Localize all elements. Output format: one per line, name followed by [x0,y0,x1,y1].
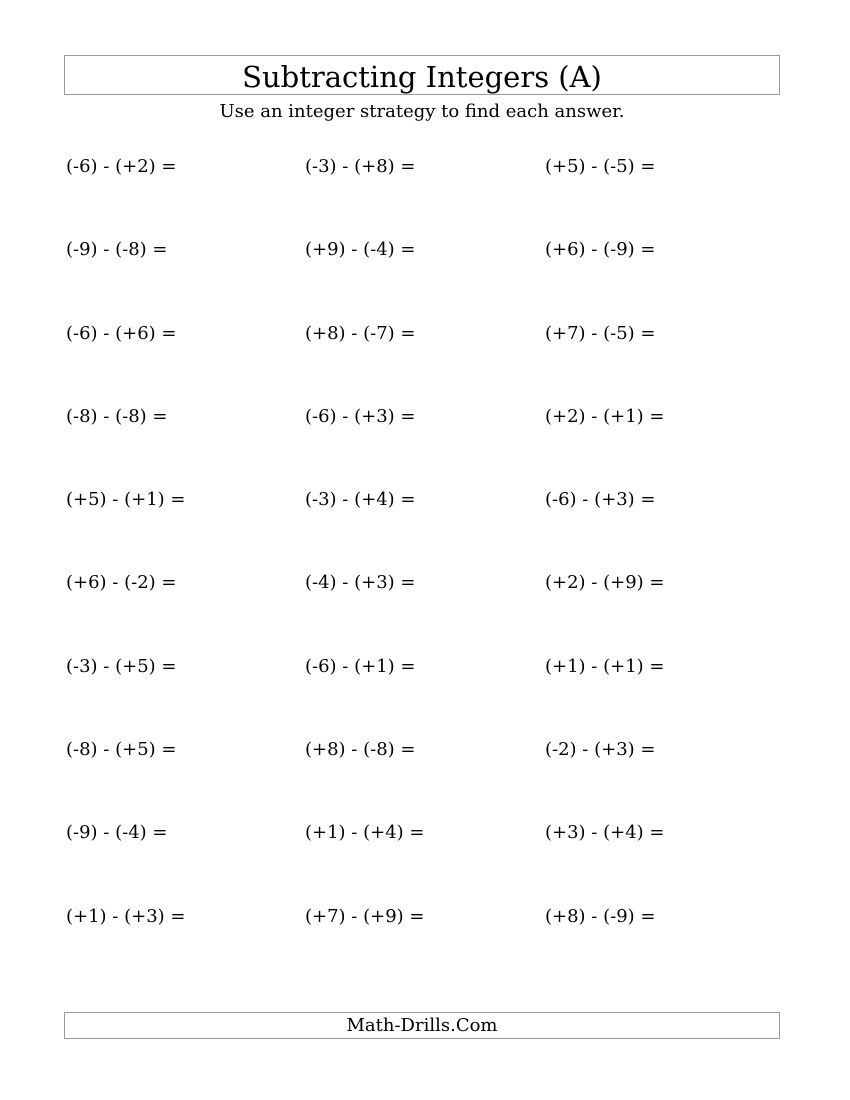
problem-item: (+7) - (-5) = [545,322,656,344]
problem-item: (+1) - (+3) = [66,905,186,927]
problem-item: (-8) - (-8) = [66,405,168,427]
problem-item: (-3) - (+8) = [305,156,416,177]
problem-item: (+8) - (-7) = [305,322,416,344]
problem-item: (+1) - (+4) = [305,822,425,844]
problem-item: (+7) - (+9) = [305,905,425,927]
problem-item: (-6) - (+3) = [545,489,656,511]
problem-item: (-9) - (-4) = [66,822,168,844]
problem-item: (+1) - (+1) = [545,655,665,677]
title-box [64,55,780,95]
problem-item: (+2) - (+9) = [545,572,665,594]
footer-box [64,1012,780,1039]
problem-item: (-9) - (-8) = [66,239,168,261]
problem-item: (+6) - (-9) = [545,239,656,261]
problem-item: (-6) - (+3) = [305,405,416,427]
problem-item: (-6) - (+2) = [66,156,177,177]
problem-grid [66,153,786,953]
footer-brand: Math-Drills.Com [346,1015,498,1036]
problem-item: (+8) - (-9) = [545,905,656,927]
problem-item: (+2) - (+1) = [545,405,665,427]
problem-item: (-8) - (+5) = [66,739,177,761]
problem-item: (+6) - (-2) = [66,572,177,594]
page-title: Subtracting Integers (A) [242,60,602,94]
problem-item: (-4) - (+3) = [305,572,416,594]
problem-item: (-3) - (+4) = [305,489,416,511]
problem-item: (-6) - (+6) = [66,322,177,344]
instructions-text: Use an integer strategy to find each answer. [219,101,625,122]
problem-item: (-2) - (+3) = [545,739,656,761]
problem-item: (+3) - (+4) = [545,822,665,844]
problem-item: (-6) - (+1) = [305,655,416,677]
problem-item: (+5) - (-5) = [545,156,656,177]
problem-item: (+8) - (-8) = [305,739,416,761]
problem-item: (+9) - (-4) = [305,239,416,261]
problem-item: (+5) - (+1) = [66,489,186,511]
problem-item: (-3) - (+5) = [66,655,177,677]
